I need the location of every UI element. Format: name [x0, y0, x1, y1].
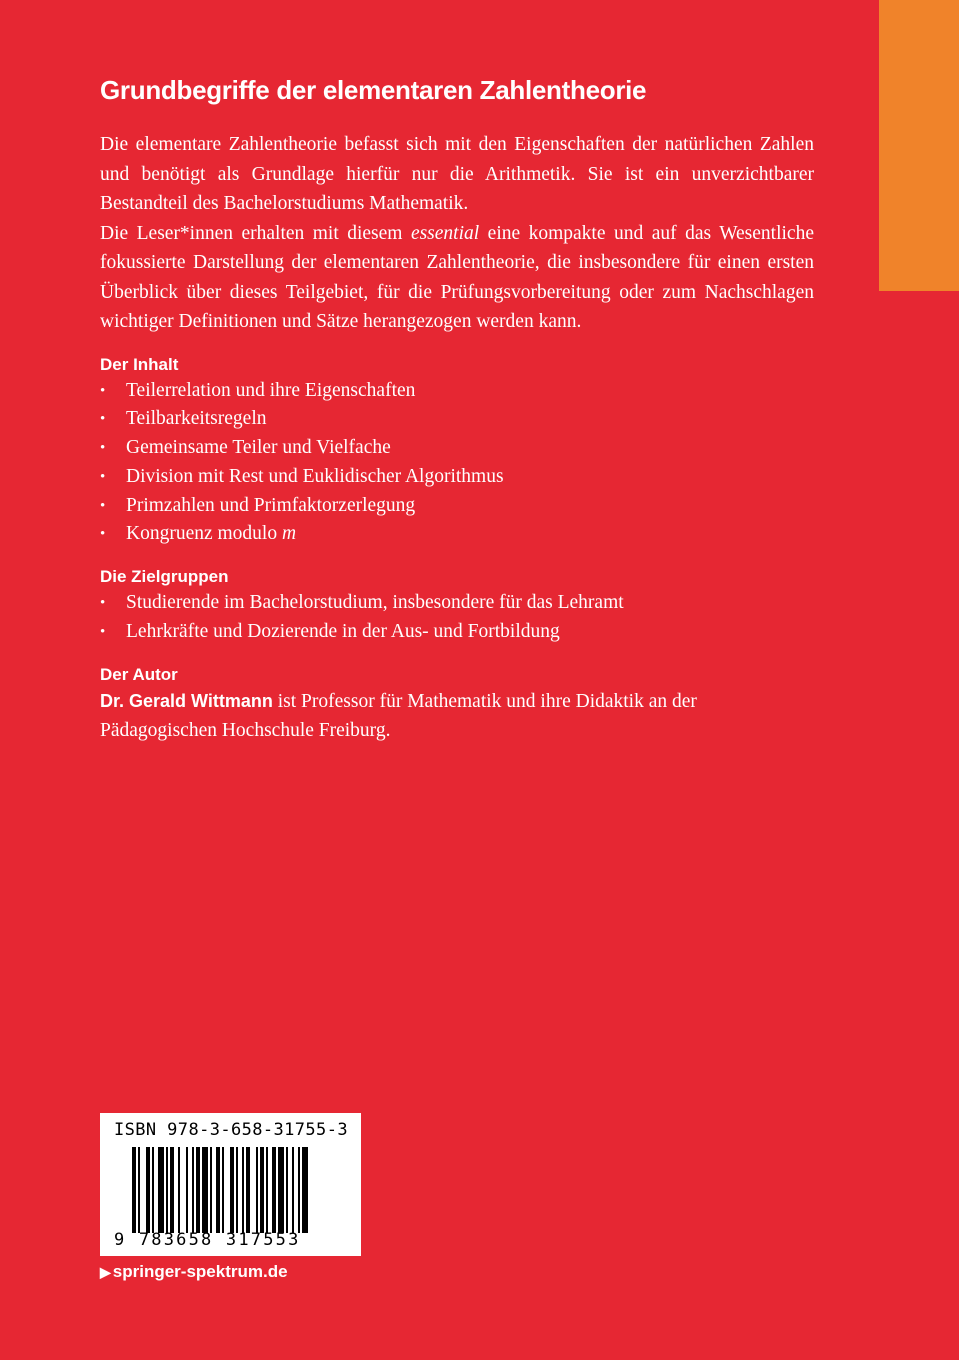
barcode-bar — [158, 1147, 164, 1233]
barcode-bar — [192, 1147, 194, 1233]
barcode-bar — [230, 1147, 234, 1233]
zielgruppen-list — [100, 589, 814, 647]
isbn-barcode — [100, 1113, 361, 1256]
isbn-label: ISBN 978-3-658-31755-3 — [114, 1120, 348, 1140]
barcode-bar — [278, 1147, 284, 1233]
barcode-bar — [166, 1147, 168, 1233]
author-description — [100, 687, 814, 746]
barcode-bar — [146, 1147, 150, 1233]
list-item-text: Kongruenz modulo — [126, 523, 282, 545]
list-item: • Division mit Rest und Euklidischer Algorithmus — [100, 463, 814, 492]
barcode-bar — [298, 1147, 300, 1233]
arrow-icon: ▶ — [100, 1264, 111, 1280]
list-item: • Lehrkräfte und Dozierende in der Aus- und Fortbildung — [100, 618, 814, 647]
intro-p2-start: Die Leser*innen erhalten mit diesem — [100, 222, 411, 244]
barcode-bar — [266, 1147, 268, 1233]
website-url: springer-spektrum.de — [112, 1262, 288, 1281]
barcode-bar — [272, 1147, 276, 1233]
barcode-bar — [216, 1147, 220, 1233]
list-item: • Gemeinsame Teiler und Vielfache — [100, 434, 814, 463]
barcode-bar — [152, 1147, 154, 1233]
list-item: • Teilbarkeitsregeln — [100, 405, 814, 434]
intro-paragraph-2 — [100, 219, 814, 337]
barcode-bars — [132, 1147, 358, 1233]
barcode-bar — [138, 1147, 140, 1233]
list-item: • Studierende im Bachelorstudium, insbesondere für das Lehramt — [100, 589, 814, 618]
author-name: Dr. Gerald Wittmann — [100, 690, 273, 711]
intro-p2-end: eine kompakte und auf das Wesentliche fokussierte Darstellung der elementaren Zahlentheorie, die insbesondere für einen ersten Überblick über dieses Teilgebiet, für die Prüfungsvorbereitung oder zum Nachschlagen wichtiger Definitionen und Sätze herangezogen werden kann. — [100, 222, 814, 332]
barcode-bar — [178, 1147, 180, 1233]
list-item: • Primzahlen und Primfaktorzerlegung — [100, 492, 814, 521]
list-item-emphasis: m — [281, 523, 297, 545]
barcode-bar — [256, 1147, 258, 1233]
book-title: Grundbegriffe der elementaren Zahlentheorie — [100, 75, 647, 105]
list-item — [100, 520, 814, 549]
barcode-bar — [222, 1147, 224, 1233]
list-item: • Teilerrelation und ihre Eigenschaften — [100, 377, 814, 406]
barcode-bar — [132, 1147, 136, 1233]
barcode-bar — [202, 1147, 208, 1233]
back-cover-content — [100, 70, 814, 746]
barcode-bar — [186, 1147, 188, 1233]
inhalt-heading: Der Inhalt — [100, 354, 179, 374]
barcode-digits: 9 783658 317553 — [114, 1230, 301, 1250]
autor-heading: Der Autor — [100, 664, 178, 684]
author-text: ist Professor für Mathematik und ihre Didaktik an der Pädagogischen Hochschule Freiburg. — [100, 690, 697, 742]
barcode-bar — [170, 1147, 174, 1233]
intro-paragraph-1: Die elementare Zahlentheorie befasst sich mit den Eigenschaften der natürlichen Zahlen und benötigt als Grundlage hierfür nur die Arithmetik. Sie ist ein unverzichtbarer Bestandteil des Bachelorstudiums Mathematik. — [100, 134, 814, 214]
barcode-bar — [246, 1147, 250, 1233]
zielgruppen-heading: Die Zielgruppen — [100, 567, 229, 587]
barcode-bar — [286, 1147, 288, 1233]
barcode-bar — [260, 1147, 264, 1233]
barcode-bar — [210, 1147, 212, 1233]
publisher-website[interactable] — [100, 1262, 288, 1282]
barcode-bar — [242, 1147, 244, 1233]
inhalt-list — [100, 377, 814, 550]
barcode-bar — [302, 1147, 308, 1233]
orange-edge-tab — [879, 0, 959, 291]
intro-p2-emphasis: essential — [410, 222, 480, 244]
barcode-bar — [292, 1147, 294, 1233]
barcode-bar — [196, 1147, 200, 1233]
barcode-bar — [236, 1147, 238, 1233]
